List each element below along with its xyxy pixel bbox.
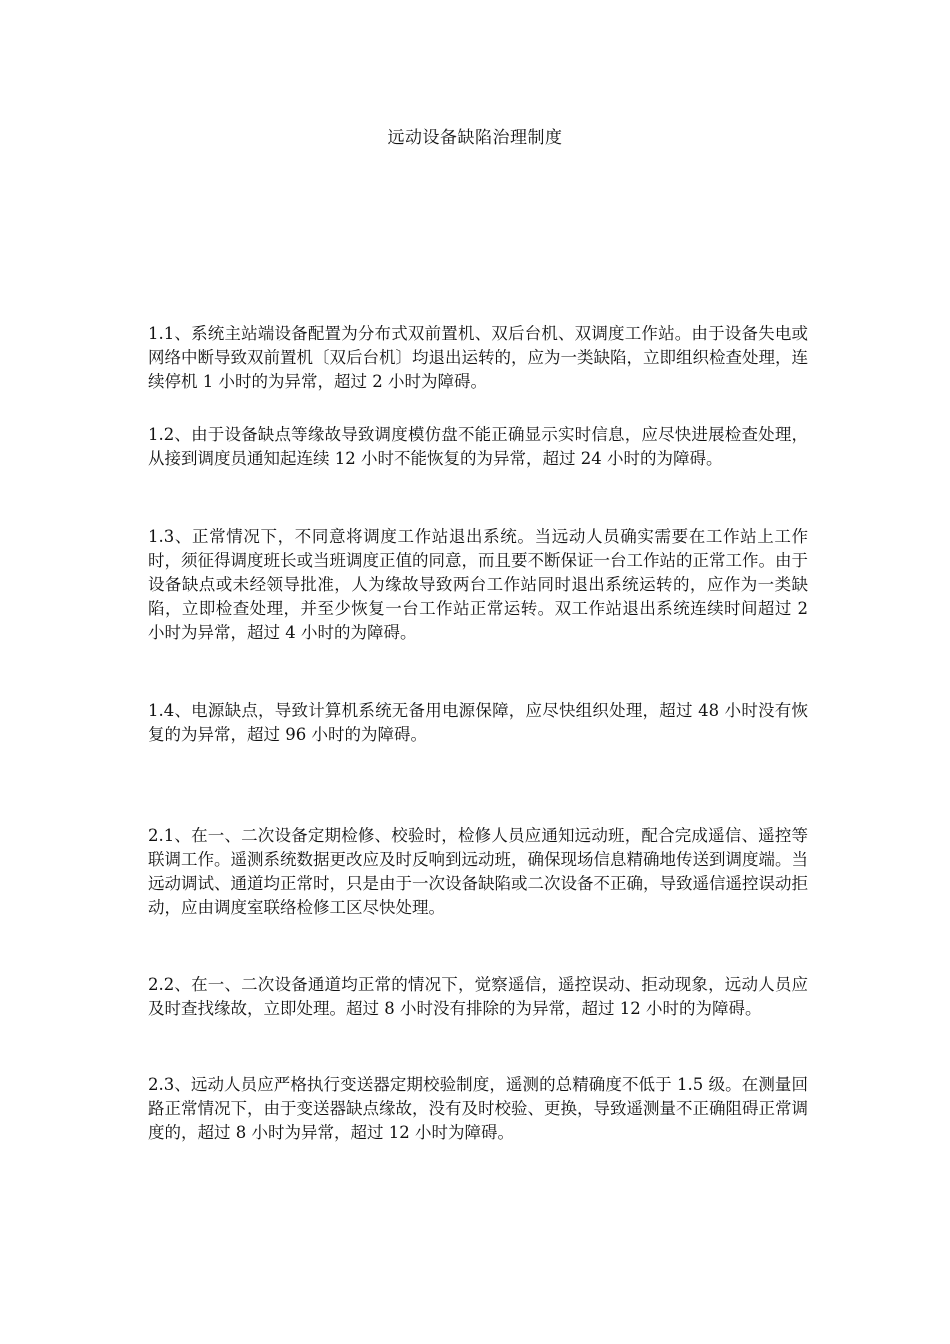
paragraph-1-2: 1.2、由于设备缺点等缘故导致调度模仿盘不能正确显示实时信息，应尽快进展检查处理，从接到调度员通知起连续 12 小时不能恢复的为异常，超过 24 小时的为障碍。 bbox=[148, 425, 808, 468]
paragraph-1-4: 1.4、电源缺点，导致计算机系统无备用电源保障，应尽快组织处理，超过 48 小时没有恢复的为异常，超过 96 小时的为障碍。 bbox=[148, 701, 808, 744]
paragraph-2-3: 2.3、远动人员应严格执行变送器定期校验制度，遥测的总精确度不低于 1.5 级。在测量回路正常情况下，由于变送器缺点缘故，没有及时校验、更换，导致遥测量不正确阻碍正常调度的，超过 8 小时为异常，超过 12 小时为障碍。 bbox=[148, 1075, 808, 1142]
paragraph-1-3: 1.3、正常情况下，不同意将调度工作站退出系统。当远动人员确实需要在工作站上工作时，须征得调度班长或当班调度正值的同意，而且要不断保证一台工作站的正常工作。由于设备缺点或未经领导批准，人为缘故导致两台工作站同时退出系统运转的，应作为一类缺陷，立即检查处理，并至少恢复一台工作站正常运转。双工作站退出系统连续时间超过 2 小时为异常，超过 4 小时的为障碍。 bbox=[148, 527, 808, 642]
paragraph-2-2: 2.2、在一、二次设备通道均正常的情况下，觉察遥信，遥控误动、拒动现象，远动人员应及时查找缘故，立即处理。超过 8 小时没有排除的为异常，超过 12 小时的为障碍。 bbox=[148, 975, 808, 1018]
paragraph-1-1: 1.1、系统主站端设备配置为分布式双前置机、双后台机、双调度工作站。由于设备失电或网络中断导致双前置机〔双后台机〕均退出运转的，应为一类缺陷，立即组织检查处理，连续停机 1 小时的为异常，超过 2 小时为障碍。 bbox=[148, 324, 808, 391]
paragraph-2-1: 2.1、在一、二次设备定期检修、校验时，检修人员应通知远动班，配合完成遥信、遥控等联调工作。遥测系统数据更改应及时反响到远动班，确保现场信息精确地传送到调度端。当远动调试、通道均正常时，只是由于一次设备缺陷或二次设备不正确，导致遥信遥控误动拒动，应由调度室联络检修工区尽快处理。 bbox=[148, 826, 808, 917]
document-title: 远动设备缺陷治理制度 bbox=[387, 128, 563, 148]
